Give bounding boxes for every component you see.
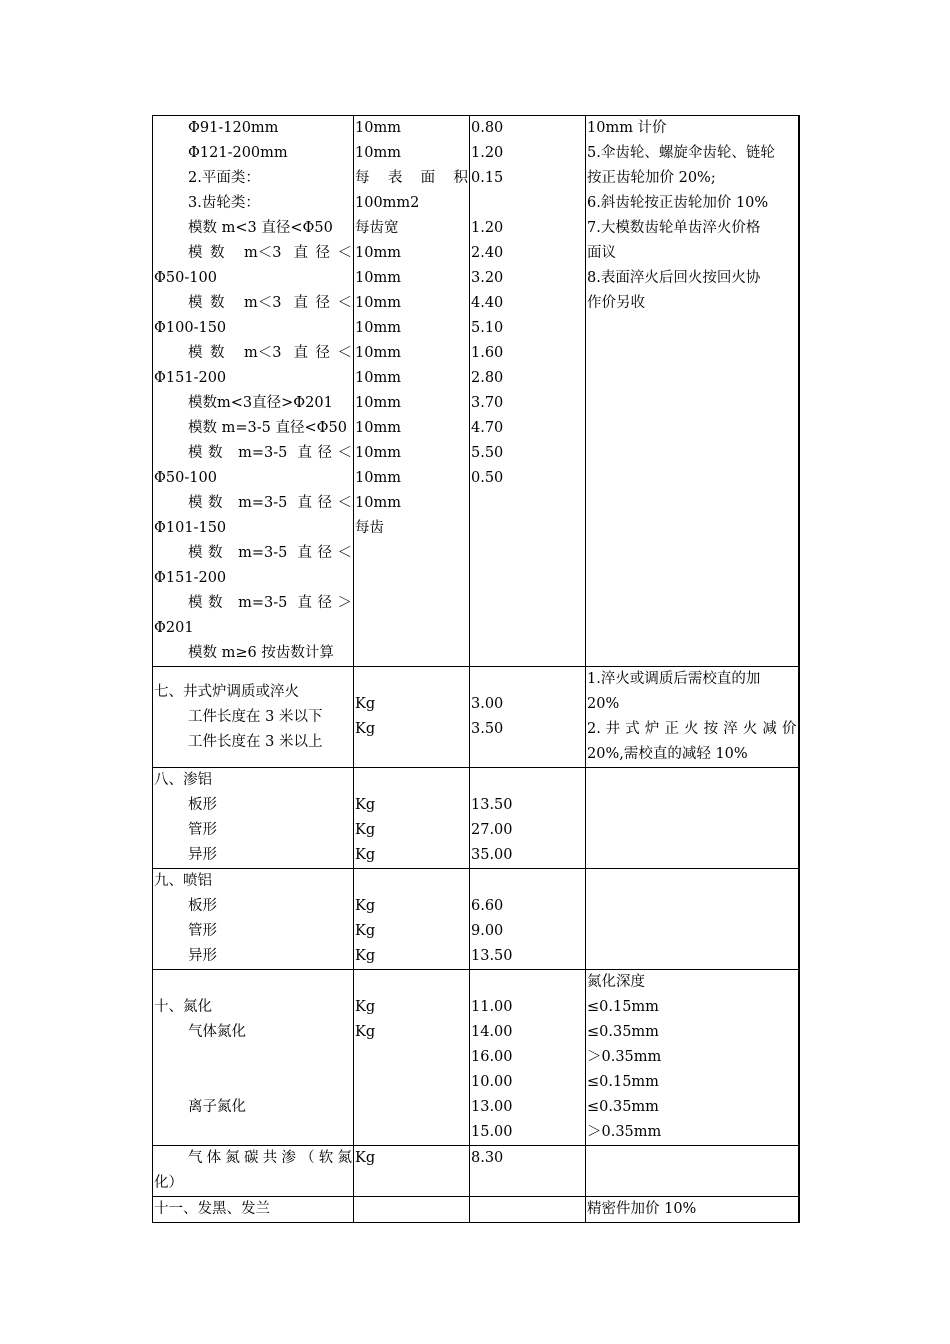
price-cell — [470, 768, 586, 869]
item-line: Φ101-150 — [154, 520, 227, 536]
price-line: 11.00 — [471, 999, 513, 1015]
note-line: ≤0.35mm — [587, 1024, 659, 1040]
item-line: 十、氮化 — [154, 999, 212, 1015]
table-row-blackening — [153, 1197, 799, 1223]
item-line: 气体氮碳共渗（软氮 — [188, 1150, 352, 1166]
item-cell — [153, 1146, 354, 1197]
unit-cell — [354, 116, 470, 667]
item-line — [154, 970, 352, 995]
item-line — [154, 1070, 352, 1095]
note-line: ≤0.15mm — [587, 1074, 659, 1090]
unit-line: Kg — [355, 847, 376, 863]
unit-line: Kg — [355, 923, 376, 939]
price-line: 8.30 — [471, 1150, 504, 1166]
price-line — [471, 970, 584, 995]
note-cell — [586, 869, 799, 970]
table-row-nitriding — [153, 970, 799, 1146]
price-table — [152, 115, 800, 1223]
price-line: 15.00 — [471, 1124, 513, 1140]
item-cell — [153, 667, 354, 768]
price-line: 3.20 — [471, 270, 504, 286]
price-line: 1.20 — [471, 220, 504, 236]
note-line: 6.斜齿轮按正齿轮加价 10% — [587, 195, 769, 211]
item-line: Φ50-100 — [154, 270, 217, 286]
unit-cell — [354, 667, 470, 768]
item-line: 模数 m=3-5 直径＞ — [188, 595, 352, 611]
note-line: ≤0.15mm — [587, 999, 659, 1015]
note-line: 面议 — [587, 245, 616, 261]
table-row-well-furnace — [153, 667, 799, 768]
unit-line: 10mm — [355, 120, 401, 136]
unit-line: 每 表 面 积 — [355, 170, 468, 186]
unit-line: 100mm2 — [355, 195, 420, 211]
item-line: 板形 — [188, 797, 217, 813]
price-line: 3.50 — [471, 721, 504, 737]
unit-line: Kg — [355, 797, 376, 813]
note-line: ≤0.35mm — [587, 1099, 659, 1115]
note-line: 2. 井 式 炉 正 火 按 淬 火 减 价 — [587, 721, 797, 737]
price-cell — [470, 970, 586, 1146]
table-row-nitrocarburizing — [153, 1146, 799, 1197]
item-line — [154, 1045, 352, 1070]
table-row-aluminizing — [153, 768, 799, 869]
table-row-aluminum-spray — [153, 869, 799, 970]
unit-line — [355, 768, 468, 793]
item-line: Φ100-150 — [154, 320, 227, 336]
price-line: 4.70 — [471, 420, 504, 436]
price-line: 1.60 — [471, 345, 504, 361]
note-line: 20% — [587, 696, 620, 712]
price-line — [471, 191, 584, 216]
unit-line: 10mm — [355, 345, 401, 361]
item-line: 工件长度在 3 米以下 — [188, 709, 323, 725]
item-cell — [153, 1197, 354, 1223]
unit-line: 10mm — [355, 395, 401, 411]
table-row-gear — [153, 116, 799, 667]
note-line: 7.大模数齿轮单齿淬火价格 — [587, 220, 761, 236]
item-line: 管形 — [188, 923, 217, 939]
note-line: 精密件加价 10% — [587, 1201, 697, 1217]
unit-line: 10mm — [355, 145, 401, 161]
item-line — [154, 667, 352, 680]
price-cell — [470, 1197, 586, 1223]
unit-line: 10mm — [355, 495, 401, 511]
item-line: 3.齿轮类： — [188, 195, 260, 211]
note-cell — [586, 1197, 799, 1223]
price-line — [471, 869, 584, 894]
note-line: 5.伞齿轮、螺旋伞齿轮、链轮 — [587, 145, 775, 161]
note-cell — [586, 667, 799, 768]
item-line: 模数 m≥6 按齿数计算 — [188, 645, 334, 661]
note-cell — [586, 1146, 799, 1197]
price-line: 13.50 — [471, 797, 513, 813]
item-line: 七、井式炉调质或淬火 — [154, 684, 299, 700]
item-line: 模数m<3直径>Φ201 — [188, 395, 333, 411]
unit-line: Kg — [355, 1150, 376, 1166]
note-cell — [586, 768, 799, 869]
item-line: 管形 — [188, 822, 217, 838]
note-cell — [586, 970, 799, 1146]
unit-line — [355, 869, 468, 894]
item-cell — [153, 970, 354, 1146]
price-line: 0.15 — [471, 170, 504, 186]
item-line: 模数 m=3-5 直径＜ — [188, 445, 352, 461]
unit-line: Kg — [355, 1024, 376, 1040]
item-cell — [153, 116, 354, 667]
unit-line: 10mm — [355, 245, 401, 261]
item-cell — [153, 768, 354, 869]
price-line: 9.00 — [471, 923, 504, 939]
price-line: 5.50 — [471, 445, 504, 461]
note-cell — [586, 116, 799, 667]
unit-line: Kg — [355, 999, 376, 1015]
item-line: 模数 m=3-5 直径＜ — [188, 545, 352, 561]
price-line: 16.00 — [471, 1049, 513, 1065]
item-line: 板形 — [188, 898, 217, 914]
price-line: 14.00 — [471, 1024, 513, 1040]
note-line: ＞0.35mm — [587, 1049, 662, 1065]
item-line: Φ91-120mm — [188, 120, 279, 136]
item-line: 十一、发黑、发兰 — [154, 1201, 270, 1217]
unit-line — [355, 970, 468, 995]
unit-cell — [354, 970, 470, 1146]
price-cell — [470, 667, 586, 768]
item-line: 2.平面类： — [188, 170, 260, 186]
price-line: 35.00 — [471, 847, 513, 863]
item-line: 模数 m<3 直径<Φ50 — [188, 220, 333, 236]
unit-line: Kg — [355, 696, 376, 712]
price-line: 1.20 — [471, 145, 504, 161]
item-cell — [153, 869, 354, 970]
price-line: 3.70 — [471, 395, 504, 411]
unit-line: 10mm — [355, 295, 401, 311]
price-line — [471, 768, 584, 793]
price-line: 10.00 — [471, 1074, 513, 1090]
note-line: ＞0.35mm — [587, 1124, 662, 1140]
note-line: 按正齿轮加价 20%; — [587, 170, 716, 186]
note-line: 8.表面淬火后回火按回火协 — [587, 270, 761, 286]
price-line: 13.50 — [471, 948, 513, 964]
price-line: 3.00 — [471, 696, 504, 712]
item-line: 异形 — [188, 847, 217, 863]
item-line: Φ50-100 — [154, 470, 217, 486]
price-line: 5.10 — [471, 320, 504, 336]
price-line: 0.80 — [471, 120, 504, 136]
price-line — [471, 667, 584, 692]
unit-cell — [354, 768, 470, 869]
unit-cell — [354, 1197, 470, 1223]
price-line: 4.40 — [471, 295, 504, 311]
unit-line: Kg — [355, 721, 376, 737]
unit-line: 每齿宽 — [355, 220, 399, 236]
note-line: 20%,需校直的减轻 10% — [587, 746, 748, 762]
price-line: 2.80 — [471, 370, 504, 386]
price-cell — [470, 869, 586, 970]
unit-line: 10mm — [355, 320, 401, 336]
price-line: 2.40 — [471, 245, 504, 261]
unit-line: Kg — [355, 898, 376, 914]
item-line: 异形 — [188, 948, 217, 964]
unit-line: 每齿 — [355, 520, 384, 536]
item-line: 化） — [154, 1175, 183, 1191]
price-line: 6.60 — [471, 898, 504, 914]
item-line: 八、渗铝 — [154, 772, 212, 788]
item-line: 离子氮化 — [188, 1099, 246, 1115]
item-line: 模数 m=3-5 直径＜ — [188, 495, 352, 511]
item-line: 模数 m＜3 直径＜ — [188, 245, 352, 261]
price-line: 13.00 — [471, 1099, 513, 1115]
item-line: 九、喷铝 — [154, 873, 212, 889]
note-line: 10mm 计价 — [587, 120, 667, 136]
unit-line: 10mm — [355, 270, 401, 286]
unit-line: Kg — [355, 822, 376, 838]
unit-line: 10mm — [355, 470, 401, 486]
price-cell — [470, 116, 586, 667]
unit-line: 10mm — [355, 445, 401, 461]
price-line: 0.50 — [471, 470, 504, 486]
unit-cell — [354, 869, 470, 970]
price-line: 27.00 — [471, 822, 513, 838]
unit-line — [355, 667, 468, 692]
unit-line: 10mm — [355, 370, 401, 386]
item-line: Φ151-200 — [154, 370, 227, 386]
unit-line: 10mm — [355, 420, 401, 436]
price-cell — [470, 1146, 586, 1197]
unit-line: Kg — [355, 948, 376, 964]
item-line: 模数 m＜3 直径＜ — [188, 345, 352, 361]
item-line: Φ201 — [154, 620, 194, 636]
item-line: Φ151-200 — [154, 570, 227, 586]
item-line: 模数 m＜3 直径＜ — [188, 295, 352, 311]
item-line: Φ121-200mm — [188, 145, 288, 161]
note-line: 作价另收 — [587, 295, 645, 311]
item-line: 工件长度在 3 米以上 — [188, 734, 323, 750]
item-line: 气体氮化 — [188, 1024, 246, 1040]
item-line: 模数 m=3-5 直径<Φ50 — [188, 420, 347, 436]
note-line: 1.淬火或调质后需校直的加 — [587, 671, 761, 687]
unit-cell — [354, 1146, 470, 1197]
note-line: 氮化深度 — [587, 974, 645, 990]
